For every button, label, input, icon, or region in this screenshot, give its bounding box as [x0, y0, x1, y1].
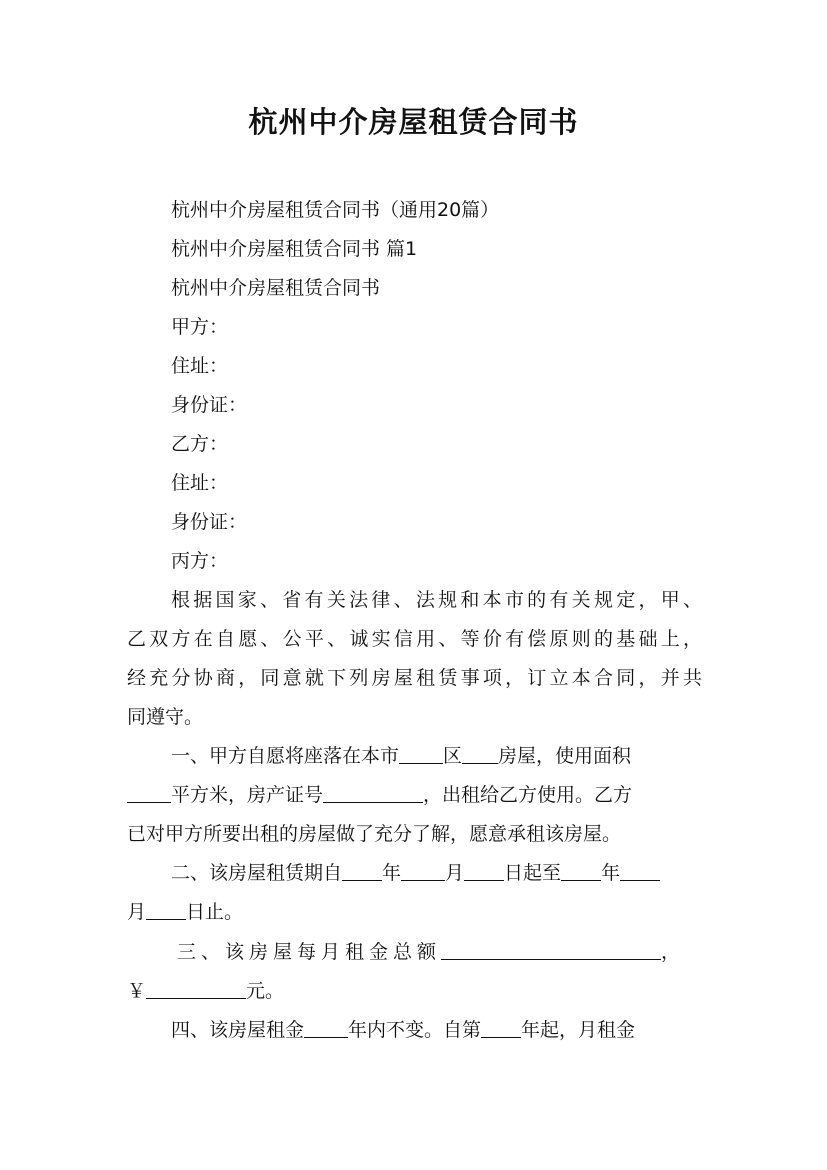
rent-unchanged-text: 年内不变。自第	[348, 1019, 482, 1041]
monthly-rent-start-text: 年起，月租金	[521, 1019, 636, 1041]
clause-two-line-2	[127, 893, 702, 932]
intro-paragraph-line-3: 经充分协商，同意就下列房屋租赁事项，订立本合同，并共	[127, 667, 702, 689]
rent-amount-blank	[146, 979, 246, 999]
party-a-address-label: 住址：	[171, 355, 229, 377]
party-b-label: 乙方：	[171, 433, 229, 455]
start-day-blank	[464, 861, 504, 881]
start-month-blank	[401, 861, 445, 881]
end-day-blank	[146, 900, 186, 920]
area-blank	[127, 783, 171, 803]
until-label: 日起至	[504, 862, 562, 884]
start-year-blank	[342, 861, 382, 881]
monthly-rent-text: 三、该房屋每月租金总额	[177, 941, 442, 963]
end-month-blank	[620, 861, 660, 881]
currency-symbol: ￥	[127, 980, 147, 1002]
property-cert-text: 平方米，房产证号	[171, 784, 324, 806]
end-month-label: 月	[127, 901, 147, 923]
clause-one-text: 一、甲方自愿将座落在本市	[171, 745, 400, 767]
district-label: 区	[443, 745, 463, 767]
end-day-label: 日止。	[186, 901, 244, 923]
party-b-address-label: 住址：	[171, 472, 229, 494]
monthly-rent-blank	[441, 940, 661, 960]
contract-collection-title: 杭州中介房屋租赁合同书（通用20篇）	[171, 199, 500, 221]
intro-paragraph-line-4: 同遵守。	[127, 706, 204, 728]
house-blank	[462, 744, 498, 764]
clause-one-line-1	[171, 737, 702, 776]
clause-two-line-1	[171, 854, 702, 893]
house-area-text: 房屋，使用面积	[498, 745, 632, 767]
yuan-label: 元。	[246, 980, 285, 1002]
rent-fixed-text: 四、该房屋租金	[171, 1019, 305, 1041]
clause-four-line-1	[171, 1011, 702, 1050]
clause-three-line-2	[127, 972, 702, 1011]
clause-three-line-1	[177, 933, 702, 972]
property-cert-blank	[323, 783, 423, 803]
end-year-blank	[561, 861, 601, 881]
start-month-label: 月	[445, 862, 465, 884]
end-year-label: 年	[601, 862, 621, 884]
party-c-label: 丙方：	[171, 550, 229, 572]
party-b-id-label: 身份证：	[171, 511, 248, 533]
district-blank	[399, 744, 443, 764]
fixed-years-blank	[304, 1018, 348, 1038]
clause-one-line-2	[127, 776, 702, 815]
lease-term-text: 二、该房屋租赁期自	[171, 862, 343, 884]
contract-section-title: 杭州中介房屋租赁合同书 篇1	[171, 238, 418, 260]
intro-paragraph-line-2: 乙双方在自愿、公平、诚实信用、等价有偿原则的基础上，	[127, 628, 702, 650]
document-title: 杭州中介房屋租赁合同书	[248, 105, 579, 139]
party-a-label: 甲方：	[171, 316, 229, 338]
party-a-id-label: 身份证：	[171, 394, 248, 416]
intro-paragraph-line-1: 根据国家、省有关法律、法规和本市的有关规定，甲、	[171, 589, 702, 611]
contract-heading: 杭州中介房屋租赁合同书	[171, 277, 381, 299]
clause-one-line-3: 已对甲方所要出租的房屋做了充分了解，愿意承租该房屋。	[127, 823, 622, 845]
start-year-label: 年	[382, 862, 402, 884]
adjust-year-blank	[481, 1018, 521, 1038]
lease-use-text: ，出租给乙方使用。乙方	[423, 784, 633, 806]
monthly-rent-comma: ，	[661, 941, 681, 963]
